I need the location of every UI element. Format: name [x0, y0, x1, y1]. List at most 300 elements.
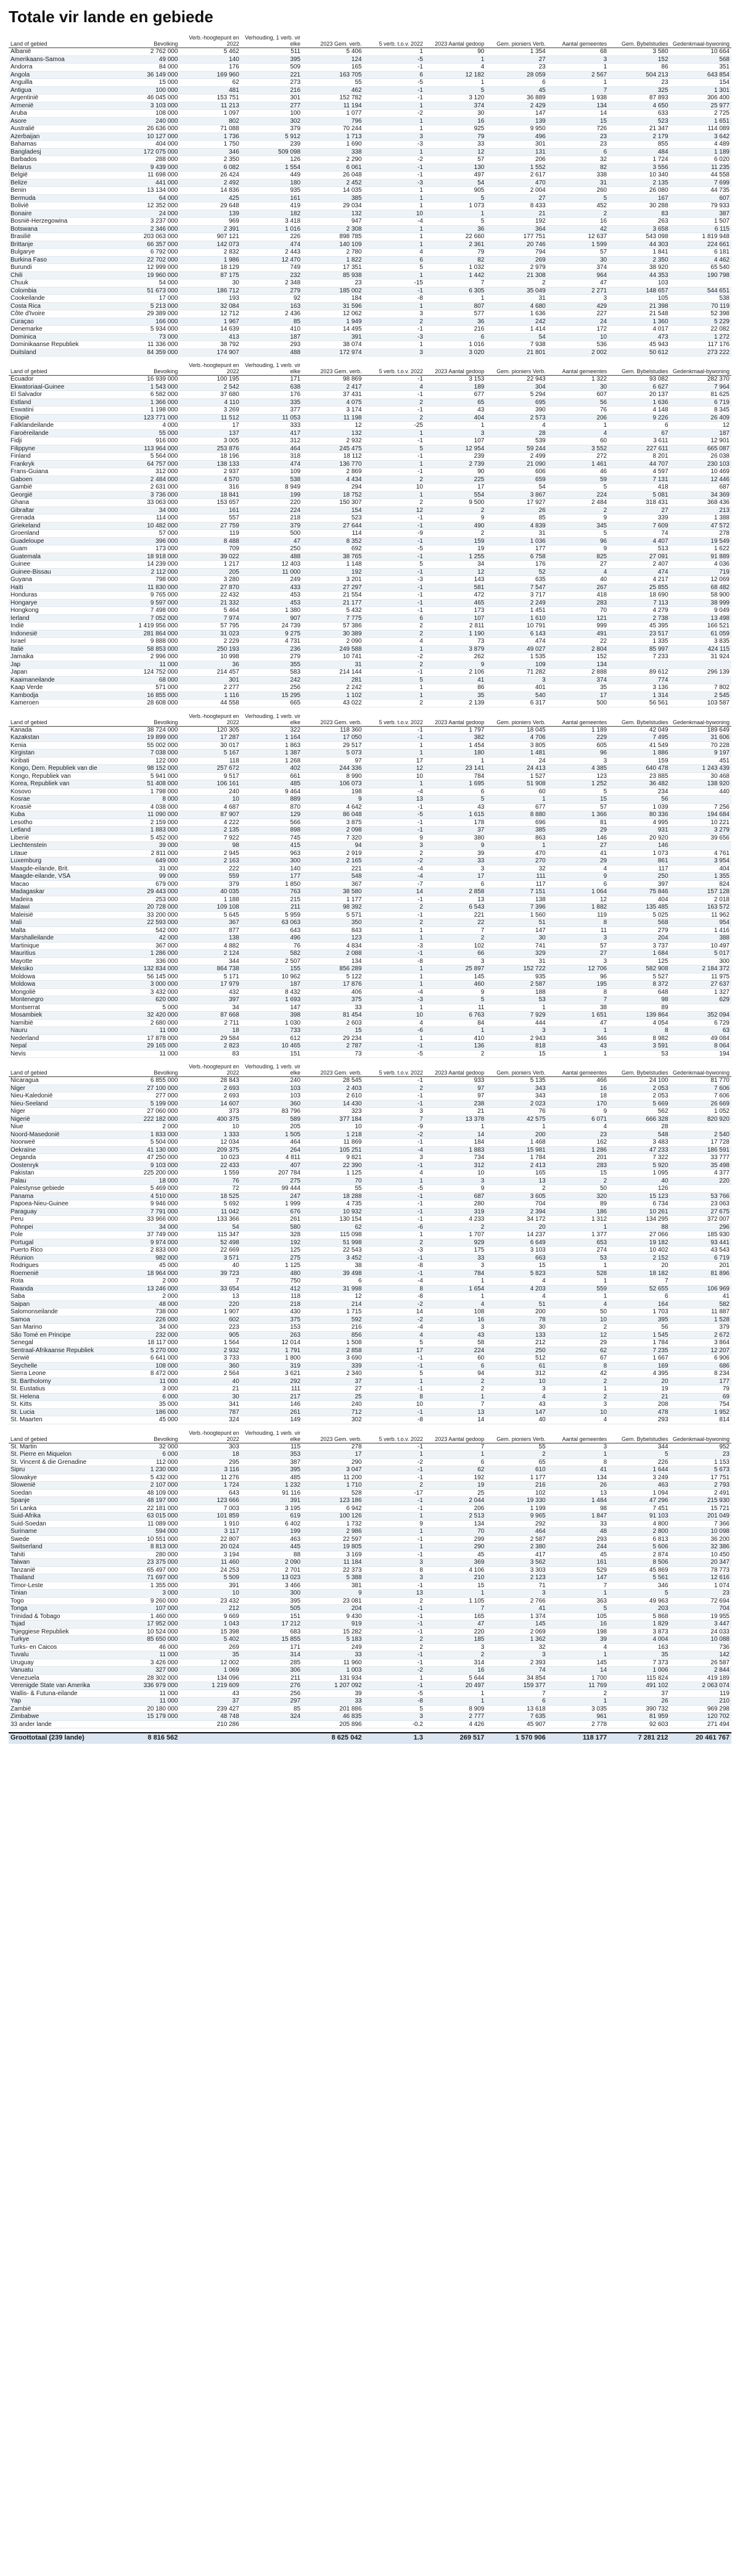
- table-row: [9, 553, 731, 561]
- value-cell: 177 751: [486, 233, 547, 241]
- value-cell: 3 000: [118, 1385, 179, 1393]
- value-cell: 1: [425, 1123, 486, 1131]
- value-cell: 70 228: [670, 741, 731, 749]
- value-cell: 430: [241, 1308, 302, 1316]
- value-cell: 22 181 000: [118, 1505, 179, 1513]
- country-name-cell: Senegal: [9, 1339, 118, 1347]
- value-cell: 65 540: [670, 264, 731, 272]
- value-cell: 312: [486, 1370, 547, 1378]
- value-cell: 4 004: [609, 1636, 670, 1644]
- value-cell: 273 222: [670, 349, 731, 357]
- value-cell: 171: [241, 1643, 302, 1651]
- value-cell: 5: [425, 218, 486, 226]
- value-cell: 30: [486, 1324, 547, 1332]
- value-cell: 2: [364, 630, 425, 638]
- value-cell: 905: [179, 1331, 240, 1339]
- value-cell: 19 899 000: [118, 734, 179, 742]
- value-cell: 4: [364, 1331, 425, 1339]
- value-cell: 2 874: [609, 1551, 670, 1559]
- country-name-cell: Suid-Afrika: [9, 1513, 118, 1521]
- value-cell: 1 535: [486, 653, 547, 661]
- value-cell: 5: [609, 1451, 670, 1459]
- value-cell: 150 307: [302, 499, 363, 507]
- value-cell: 100 000: [118, 86, 179, 94]
- value-cell: 185 930: [670, 1231, 731, 1239]
- value-cell: 146: [609, 842, 670, 850]
- value-cell: 2 139: [425, 700, 486, 708]
- value-cell: 10 998: [179, 653, 240, 661]
- value-cell: 171: [241, 376, 302, 384]
- value-cell: 151: [241, 1612, 302, 1620]
- value-cell: 281: [302, 676, 363, 684]
- value-cell: 11 042: [179, 1208, 240, 1216]
- value-cell: 37 680: [179, 391, 240, 399]
- value-cell: [670, 796, 731, 804]
- value-cell: 316: [179, 484, 240, 492]
- country-name-cell: Gaboen: [9, 476, 118, 484]
- value-cell: 4 407: [609, 537, 670, 545]
- value-cell: 360: [241, 1100, 302, 1108]
- country-table: [9, 1062, 731, 1424]
- value-cell: 9: [302, 1590, 363, 1598]
- value-cell: 745: [241, 834, 302, 842]
- value-cell: 38: [548, 1004, 609, 1012]
- value-cell: 490: [425, 522, 486, 530]
- value-cell: 5 959: [241, 911, 302, 919]
- column-header: Gem. pioniers Verb.: [486, 1062, 547, 1077]
- value-cell: 12 182: [425, 71, 486, 79]
- value-cell: -4: [364, 1278, 425, 1286]
- value-cell: 3 571: [179, 1254, 240, 1262]
- value-cell: 1: [425, 1027, 486, 1035]
- value-cell: 23: [548, 133, 609, 141]
- value-cell: 29 648: [179, 202, 240, 210]
- value-cell: 118 360: [302, 726, 363, 734]
- value-cell: 23 432: [179, 1597, 240, 1605]
- value-cell: 643: [179, 1489, 240, 1497]
- value-cell: 3: [548, 957, 609, 965]
- value-cell: 115 347: [179, 1231, 240, 1239]
- value-cell: 38 724 000: [118, 726, 179, 734]
- country-name-cell: Suriname: [9, 1528, 118, 1536]
- value-cell: 3 483: [609, 1139, 670, 1147]
- value-cell: 5 432 000: [118, 1474, 179, 1482]
- country-name-cell: Filippyne: [9, 445, 118, 453]
- value-cell: 14 495: [302, 326, 363, 334]
- value-cell: 6 020: [670, 156, 731, 164]
- value-cell: 2 290: [302, 156, 363, 164]
- value-cell: 79: [670, 1385, 731, 1393]
- value-cell: 889: [241, 796, 302, 804]
- value-cell: 542 000: [118, 927, 179, 935]
- country-name-cell: St. Maarten: [9, 1416, 118, 1424]
- value-cell: 16 939 000: [118, 376, 179, 384]
- value-cell: 8 488: [179, 537, 240, 545]
- value-cell: 5: [548, 788, 609, 796]
- country-name-cell: Ecuador: [9, 376, 118, 384]
- table-row: [9, 1123, 731, 1131]
- value-cell: 726: [548, 125, 609, 133]
- table-row: [9, 102, 731, 110]
- value-cell: 10 482 000: [118, 522, 179, 530]
- value-cell: 134 096: [179, 1674, 240, 1682]
- value-cell: 40: [548, 576, 609, 584]
- header-row: [9, 1062, 731, 1077]
- value-cell: 2 937: [179, 468, 240, 476]
- value-cell: 278: [670, 530, 731, 538]
- table-row: [9, 94, 731, 102]
- value-cell: 1 736: [179, 133, 240, 141]
- country-name-cell: Soedan: [9, 1489, 118, 1497]
- value-cell: 134: [548, 661, 609, 669]
- value-cell: 195: [548, 981, 609, 989]
- value-cell: 139 864: [609, 1012, 670, 1020]
- value-cell: 16: [425, 117, 486, 125]
- value-cell: 79: [425, 249, 486, 257]
- value-cell: 2 163: [179, 857, 240, 865]
- value-cell: 1: [486, 1123, 547, 1131]
- value-cell: 250: [609, 873, 670, 881]
- value-cell: 117 176: [670, 341, 731, 349]
- value-cell: 464: [486, 1528, 547, 1536]
- value-cell: 20 024: [179, 1543, 240, 1551]
- table-row: [9, 187, 731, 195]
- value-cell: 23: [486, 64, 547, 72]
- value-cell: 2 693: [179, 1092, 240, 1100]
- value-cell: 1: [548, 1278, 609, 1286]
- value-cell: 147: [486, 927, 547, 935]
- column-header: Bevolking: [118, 1428, 179, 1443]
- value-cell: 10: [425, 1170, 486, 1178]
- value-cell: 10 664: [670, 48, 731, 56]
- column-header: Gem. pioniers Verb.: [486, 1428, 547, 1443]
- value-cell: 377 184: [302, 1115, 363, 1123]
- table-row: [9, 1077, 731, 1085]
- value-cell: 11 000: [118, 1377, 179, 1385]
- value-cell: 367: [179, 919, 240, 927]
- value-cell: 5: [364, 561, 425, 569]
- value-cell: 38: [302, 1262, 363, 1270]
- table-row: [9, 638, 731, 646]
- value-cell: 374: [548, 676, 609, 684]
- value-cell: 133 366: [179, 1216, 240, 1224]
- value-cell: 5: [425, 86, 486, 94]
- value-cell: 6: [364, 614, 425, 622]
- value-cell: 65 497 000: [118, 1566, 179, 1574]
- value-cell: 6 855 000: [118, 1077, 179, 1085]
- value-cell: 9: [548, 545, 609, 553]
- value-cell: 3 552: [548, 445, 609, 453]
- value-cell: 12 616: [670, 1574, 731, 1582]
- country-name-cell: Ghana: [9, 499, 118, 507]
- value-cell: 15 123: [609, 1192, 670, 1200]
- country-name-cell: Mauritius: [9, 950, 118, 958]
- value-cell: -1: [364, 522, 425, 530]
- column-header: Verb.-hoogtepunt en 2022: [179, 360, 240, 376]
- value-cell: 30: [548, 383, 609, 391]
- value-cell: 2 738: [609, 614, 670, 622]
- value-cell: 1: [425, 295, 486, 303]
- table-row: [9, 437, 731, 445]
- value-cell: 2: [364, 1482, 425, 1490]
- grand-total-baptized: 1 570 906: [486, 1733, 547, 1743]
- value-cell: 2 888: [548, 669, 609, 677]
- value-cell: 238: [425, 1100, 486, 1108]
- country-name-cell: Bermuda: [9, 194, 118, 202]
- value-cell: 9: [425, 1185, 486, 1193]
- value-cell: 488: [241, 349, 302, 357]
- value-cell: 28: [486, 429, 547, 437]
- value-cell: [241, 1720, 302, 1728]
- value-cell: 4 800: [609, 1520, 670, 1528]
- value-cell: 136: [425, 1042, 486, 1051]
- value-cell: 2 701: [241, 1566, 302, 1574]
- value-cell: 1 841: [609, 249, 670, 257]
- value-cell: 3 303: [486, 1566, 547, 1574]
- value-cell: 214: [302, 1300, 363, 1308]
- value-cell: 98 869: [302, 376, 363, 384]
- value-cell: 82: [425, 256, 486, 264]
- country-name-cell: Niger: [9, 1084, 118, 1092]
- value-cell: 395: [609, 1316, 670, 1324]
- value-cell: 961: [548, 1713, 609, 1721]
- value-cell: 153 751: [179, 94, 240, 102]
- value-cell: -8: [364, 295, 425, 303]
- value-cell: 4 222: [179, 819, 240, 827]
- value-cell: 36: [425, 225, 486, 233]
- value-cell: 240 000: [118, 117, 179, 125]
- value-cell: 7 235: [609, 1347, 670, 1355]
- value-cell: 58 900: [670, 592, 731, 600]
- value-cell: 496: [241, 935, 302, 943]
- table-row: [9, 684, 731, 692]
- country-name-cell: Azerbaijan: [9, 133, 118, 141]
- table-row: [9, 1713, 731, 1721]
- value-cell: 6: [548, 148, 609, 156]
- value-cell: 15 295: [241, 691, 302, 700]
- value-cell: 3: [548, 295, 609, 303]
- country-name-cell: Suid-Soedan: [9, 1520, 118, 1528]
- value-cell: 32 000: [118, 1443, 179, 1451]
- value-cell: 15 000: [118, 79, 179, 87]
- column-header: Gedenkmaal-bywoning: [670, 360, 731, 376]
- value-cell: 5 469 000: [118, 1185, 179, 1193]
- value-cell: 4 279: [609, 607, 670, 615]
- value-cell: 410: [425, 1034, 486, 1042]
- value-cell: 281 864 000: [118, 630, 179, 638]
- value-cell: -1: [364, 1269, 425, 1278]
- value-cell: 9 950: [486, 125, 547, 133]
- value-cell: 151: [241, 1050, 302, 1058]
- country-name-cell: Rwanda: [9, 1285, 118, 1293]
- country-name-cell: St. Vincent & die Grenadine: [9, 1458, 118, 1466]
- value-cell: 100 195: [179, 376, 240, 384]
- value-cell: 5 645: [179, 911, 240, 919]
- value-cell: 176: [179, 64, 240, 72]
- value-cell: 10: [364, 1012, 425, 1020]
- value-cell: 5 270 000: [118, 1347, 179, 1355]
- country-name-cell: Tsjeggiese Republiek: [9, 1628, 118, 1636]
- value-cell: 2 308: [302, 225, 363, 233]
- value-cell: 360: [179, 1362, 240, 1370]
- value-cell: 105: [548, 1612, 609, 1620]
- value-cell: 3: [425, 1324, 486, 1332]
- value-cell: 26: [548, 1482, 609, 1490]
- value-cell: 1 454: [425, 741, 486, 749]
- value-cell: 3 580: [609, 48, 670, 56]
- value-cell: 100 126: [302, 1513, 363, 1521]
- value-cell: 324: [241, 1713, 302, 1721]
- value-cell: 1: [548, 1027, 609, 1035]
- value-cell: 2 567: [548, 71, 609, 79]
- value-cell: 11: [548, 927, 609, 935]
- value-cell: 1 153: [670, 1458, 731, 1466]
- table-row: [9, 669, 731, 677]
- value-cell: 109: [486, 661, 547, 669]
- table-row: [9, 973, 731, 981]
- value-cell: 12: [670, 422, 731, 430]
- value-cell: 21 801: [486, 349, 547, 357]
- value-cell: 606: [486, 468, 547, 476]
- value-cell: 249 588: [302, 645, 363, 653]
- table-row: [9, 1278, 731, 1286]
- value-cell: 8 345: [670, 407, 731, 415]
- value-cell: 473: [609, 333, 670, 341]
- value-cell: 33: [425, 857, 486, 865]
- value-cell: 12: [364, 765, 425, 773]
- value-cell: 220: [425, 1628, 486, 1636]
- value-cell: 5 213 000: [118, 302, 179, 310]
- value-cell: 47: [425, 1620, 486, 1629]
- value-cell: 2 053: [609, 1092, 670, 1100]
- value-cell: 5 669: [609, 1100, 670, 1108]
- country-name-cell: Noorweë: [9, 1139, 118, 1147]
- value-cell: [670, 842, 731, 850]
- value-cell: 20 728 000: [118, 904, 179, 912]
- value-cell: 186 712: [179, 287, 240, 295]
- value-cell: 1 703: [609, 1308, 670, 1316]
- value-cell: [670, 279, 731, 287]
- value-cell: 14: [548, 110, 609, 118]
- value-cell: -4: [364, 873, 425, 881]
- value-cell: 39 723: [179, 1269, 240, 1278]
- value-cell: 3 005: [179, 437, 240, 445]
- table-row: [9, 1605, 731, 1613]
- value-cell: 218: [241, 514, 302, 522]
- value-cell: 44 558: [179, 700, 240, 708]
- value-cell: 500: [548, 700, 609, 708]
- value-cell: 12: [302, 422, 363, 430]
- value-cell: 42: [548, 225, 609, 233]
- value-cell: 9: [425, 842, 486, 850]
- table-row: [9, 1482, 731, 1490]
- value-cell: 91 116: [241, 1489, 302, 1497]
- value-cell: 1: [548, 1385, 609, 1393]
- country-name-cell: Ekwatoriaal-Guinee: [9, 383, 118, 391]
- column-header: Aantal gemeentes: [548, 360, 609, 376]
- value-cell: 5: [548, 530, 609, 538]
- country-name-cell: Belize: [9, 179, 118, 187]
- value-cell: 43: [548, 1042, 609, 1051]
- table-row: [9, 1004, 731, 1012]
- value-cell: 4 217: [609, 576, 670, 584]
- table-row: [9, 811, 731, 819]
- value-cell: 504 213: [609, 71, 670, 79]
- value-cell: 1 043: [179, 1620, 240, 1629]
- value-cell: 1 800: [241, 1355, 302, 1363]
- value-cell: 377: [241, 407, 302, 415]
- value-cell: 15: [486, 1050, 547, 1058]
- table-row: [9, 1084, 731, 1092]
- table-row: [9, 1474, 731, 1482]
- value-cell: 7: [548, 1582, 609, 1590]
- table-row: [9, 499, 731, 507]
- value-cell: 401: [486, 684, 547, 692]
- value-cell: 1 505: [241, 1131, 302, 1139]
- value-cell: 5 073: [302, 749, 363, 758]
- value-cell: 18 525: [179, 1192, 240, 1200]
- value-cell: 2 986: [302, 1528, 363, 1536]
- value-cell: 12: [425, 148, 486, 156]
- value-cell: 45: [425, 1551, 486, 1559]
- value-cell: 275: [241, 1177, 302, 1185]
- value-cell: 10 932: [302, 1208, 363, 1216]
- value-cell: 244 336: [302, 765, 363, 773]
- value-cell: 152: [548, 653, 609, 661]
- value-cell: 7: [548, 996, 609, 1004]
- value-cell: 47 250 000: [118, 1154, 179, 1162]
- value-cell: -9: [364, 530, 425, 538]
- value-cell: 379: [241, 125, 302, 133]
- value-cell: 380: [425, 834, 486, 842]
- value-cell: 221: [241, 71, 302, 79]
- value-cell: 18 752: [302, 491, 363, 499]
- value-cell: 736: [670, 1643, 731, 1651]
- value-cell: 5 571: [302, 911, 363, 919]
- value-cell: 78: [486, 1316, 547, 1324]
- value-cell: 33 200 000: [118, 911, 179, 919]
- value-cell: -1: [364, 1200, 425, 1208]
- country-name-cell: Grenada: [9, 514, 118, 522]
- value-cell: 24 413: [486, 765, 547, 773]
- value-cell: 38 792: [179, 341, 240, 349]
- value-cell: 53: [486, 996, 547, 1004]
- value-cell: 3 591: [609, 1042, 670, 1051]
- value-cell: 19 960 000: [118, 271, 179, 279]
- value-cell: 653: [548, 1239, 609, 1247]
- value-cell: 49 084: [670, 1034, 731, 1042]
- country-name-cell: Martinique: [9, 942, 118, 950]
- value-cell: 73: [425, 638, 486, 646]
- value-cell: 194 684: [670, 811, 731, 819]
- value-cell: 18 196: [179, 453, 240, 461]
- table-row: [9, 1331, 731, 1339]
- value-cell: -1: [364, 1192, 425, 1200]
- country-name-cell: St. Pierre en Miquelon: [9, 1451, 118, 1459]
- country-name-cell: Oostenryk: [9, 1162, 118, 1170]
- value-cell: 877: [179, 927, 240, 935]
- value-cell: 87 893: [609, 94, 670, 102]
- value-cell: 27 100 000: [118, 1084, 179, 1092]
- value-cell: 6: [302, 1278, 363, 1286]
- value-cell: 1: [364, 645, 425, 653]
- value-cell: 1 335: [609, 638, 670, 646]
- value-cell: 1 907: [179, 1308, 240, 1316]
- value-cell: 7 131: [609, 476, 670, 484]
- value-cell: 856: [302, 1331, 363, 1339]
- table-row: [9, 86, 731, 94]
- value-cell: 496: [486, 133, 547, 141]
